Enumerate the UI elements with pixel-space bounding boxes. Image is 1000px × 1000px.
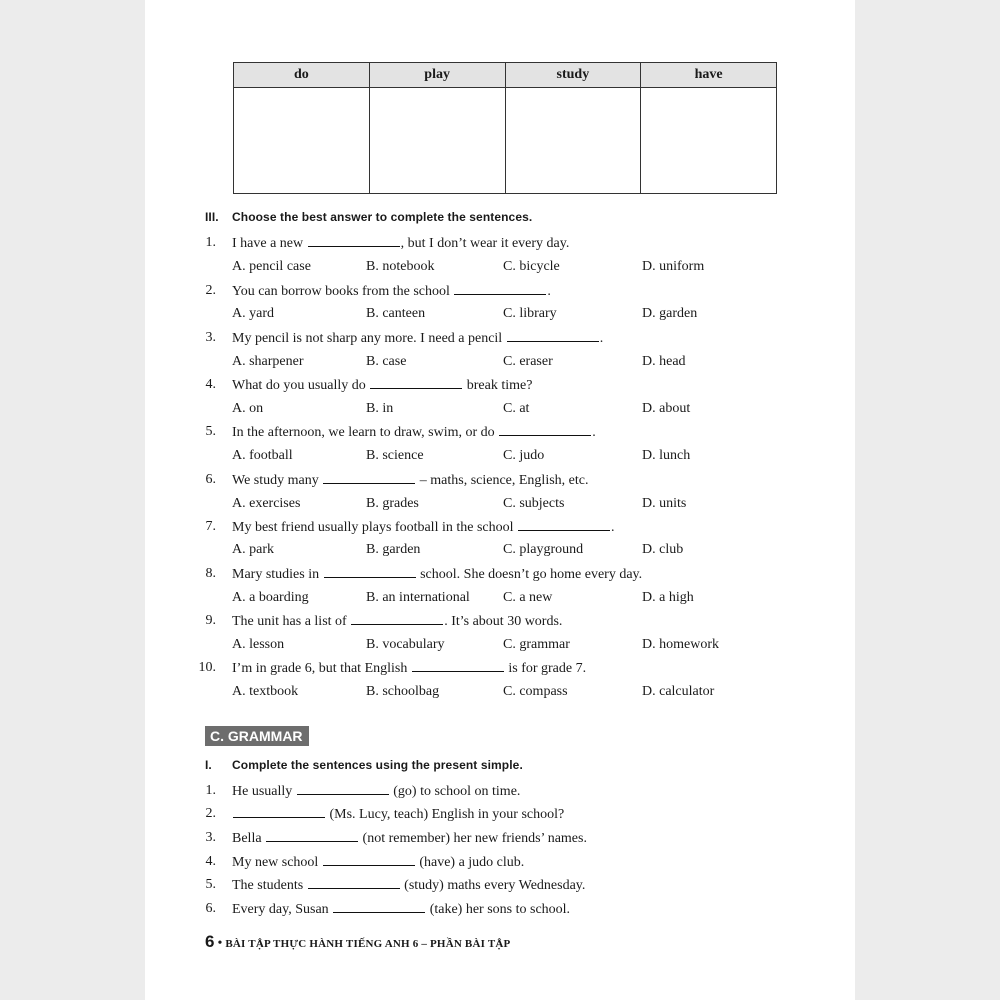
question-number: 2. — [205, 283, 216, 298]
question-5 — [204, 424, 844, 444]
option-a[interactable]: A. pencil case — [232, 259, 311, 274]
question-text: is for grade 7. — [508, 661, 587, 676]
answer-blank[interactable] — [351, 613, 443, 625]
option-b[interactable]: B. notebook — [366, 259, 435, 274]
question-1 — [204, 235, 844, 255]
grammar-item-6 — [204, 901, 844, 921]
question-3 — [204, 330, 844, 350]
question-text: The unit has a list of — [232, 614, 347, 629]
option-a[interactable]: A. on — [232, 401, 264, 416]
question-text: , but I don’t wear it every day. — [400, 236, 570, 251]
option-d[interactable]: D. calculator — [642, 684, 715, 699]
question-text: We study many — [232, 473, 319, 488]
question-6 — [204, 472, 844, 492]
table-cell-have[interactable] — [641, 88, 777, 194]
question-number: 10. — [198, 660, 216, 675]
question-text: school. She doesn’t go home every day. — [420, 567, 643, 582]
option-c[interactable]: C. library — [503, 306, 557, 321]
item-text: Bella — [232, 831, 262, 846]
grammar-i-number: I. — [205, 758, 212, 772]
page-number: 6 — [205, 932, 215, 951]
option-c[interactable]: C. grammar — [503, 637, 570, 652]
question-text: My best friend usually plays football in the school — [232, 520, 514, 535]
question-7 — [204, 519, 844, 539]
question-text: I have a new — [232, 236, 304, 251]
option-c[interactable]: C. a new — [503, 590, 553, 605]
option-b[interactable]: B. case — [366, 354, 407, 369]
item-text: (go) to school on time. — [393, 784, 521, 799]
item-text: (have) a judo club. — [419, 855, 525, 870]
answer-blank[interactable] — [518, 519, 610, 531]
option-b[interactable]: B. in — [366, 401, 394, 416]
grammar-section-title: C. GRAMMAR — [205, 726, 309, 746]
option-c[interactable]: C. compass — [503, 684, 568, 699]
option-d[interactable]: D. a high — [642, 590, 694, 605]
book-title: BÀI TẬP THỰC HÀNH TIẾNG ANH 6 – PHẦN BÀI TẬP — [225, 938, 511, 950]
question-8 — [204, 566, 844, 586]
item-number: 5. — [205, 877, 216, 892]
option-c[interactable]: C. playground — [503, 542, 584, 557]
item-text: (Ms. Lucy, teach) English in your school? — [329, 807, 565, 822]
answer-blank[interactable] — [323, 472, 415, 484]
answer-blank[interactable] — [233, 806, 325, 818]
option-b[interactable]: B. garden — [366, 542, 421, 557]
question-10 — [198, 660, 844, 680]
question-text: . It’s about 30 words. — [444, 614, 563, 629]
question-text: My pencil is not sharp any more. I need a pencil — [232, 331, 503, 346]
question-number: 9. — [205, 613, 216, 628]
item-text: (take) her sons to school. — [429, 902, 571, 917]
question-text: . — [547, 284, 551, 299]
question-number: 6. — [205, 472, 216, 487]
grammar-i-instruction: Complete the sentences using the present simple. — [232, 758, 523, 772]
question-9 — [204, 613, 844, 633]
answer-blank[interactable] — [308, 235, 400, 247]
question-number: 7. — [205, 519, 216, 534]
table-cell-study[interactable] — [505, 88, 641, 194]
section-iii-instruction: Choose the best answer to complete the sentences. — [232, 210, 533, 224]
bullet-separator: • — [217, 936, 223, 951]
question-text: I’m in grade 6, but that English — [232, 661, 408, 676]
option-a[interactable]: A. sharpener — [232, 354, 304, 369]
answer-blank[interactable] — [297, 783, 389, 795]
section-iii-number: III. — [205, 210, 219, 224]
question-number: 8. — [205, 566, 216, 581]
table-header-have: have — [641, 63, 777, 88]
table-header-do: do — [234, 63, 370, 88]
item-number: 4. — [205, 854, 216, 869]
answer-blank[interactable] — [507, 330, 599, 342]
option-a[interactable]: A. textbook — [232, 684, 299, 699]
question-4 — [204, 377, 844, 397]
item-text: The students — [232, 878, 304, 893]
answer-blank[interactable] — [499, 424, 591, 436]
answer-blank[interactable] — [454, 283, 546, 295]
question-text: break time? — [466, 378, 533, 393]
option-b[interactable]: B. vocabulary — [366, 637, 445, 652]
question-text: What do you usually do — [232, 378, 366, 393]
option-a[interactable]: A. exercises — [232, 496, 301, 511]
item-number: 1. — [205, 783, 216, 798]
option-c[interactable]: C. eraser — [503, 354, 553, 369]
table-cell-play[interactable] — [369, 88, 505, 194]
item-number: 6. — [205, 901, 216, 916]
option-a[interactable]: A. park — [232, 542, 274, 557]
question-2 — [204, 283, 844, 303]
option-c[interactable]: C. bicycle — [503, 259, 560, 274]
grammar-item-4 — [204, 854, 844, 874]
option-d[interactable]: D. head — [642, 354, 686, 369]
vocabulary-table — [233, 62, 777, 194]
option-d[interactable]: D. garden — [642, 306, 698, 321]
grammar-item-3 — [204, 830, 844, 850]
page-footer — [205, 932, 510, 952]
grammar-item-5 — [204, 877, 844, 897]
item-text: He usually — [232, 784, 293, 799]
table-header-study: study — [505, 63, 641, 88]
option-b[interactable]: B. canteen — [366, 306, 426, 321]
option-c[interactable]: C. subjects — [503, 496, 565, 511]
question-text: You can borrow books from the school — [232, 284, 450, 299]
question-text: In the afternoon, we learn to draw, swim, or do — [232, 425, 495, 440]
option-d[interactable]: D. units — [642, 496, 687, 511]
grammar-i-heading — [205, 758, 805, 774]
item-number: 2. — [205, 806, 216, 821]
option-d[interactable]: D. about — [642, 401, 691, 416]
grammar-item-2 — [204, 806, 844, 826]
answer-blank[interactable] — [412, 660, 504, 672]
option-a[interactable]: A. lesson — [232, 637, 285, 652]
grammar-item-1 — [204, 783, 844, 803]
question-number: 1. — [205, 235, 216, 250]
answer-blank[interactable] — [323, 854, 415, 866]
option-d[interactable]: D. uniform — [642, 259, 705, 274]
question-number: 5. — [205, 424, 216, 439]
answer-blank[interactable] — [333, 901, 425, 913]
question-text: . — [599, 331, 604, 346]
question-text: – maths, science, English, etc. — [419, 473, 589, 488]
option-b[interactable]: B. science — [366, 448, 424, 463]
answer-blank[interactable] — [308, 877, 400, 889]
item-text: Every day, Susan — [232, 902, 329, 917]
question-text: Mary studies in — [232, 567, 320, 582]
option-b[interactable]: B. grades — [366, 496, 419, 511]
option-d[interactable]: D. lunch — [642, 448, 691, 463]
answer-blank[interactable] — [324, 566, 416, 578]
answer-blank[interactable] — [266, 830, 358, 842]
option-b[interactable]: B. schoolbag — [366, 684, 440, 699]
question-text: . — [611, 520, 615, 535]
item-text: (not remember) her new friends’ names. — [362, 831, 587, 846]
question-number: 4. — [205, 377, 216, 392]
item-text: My new school — [232, 855, 319, 870]
item-number: 3. — [205, 830, 216, 845]
table-cell-do[interactable] — [234, 88, 370, 194]
option-a[interactable]: A. yard — [232, 306, 274, 321]
option-c[interactable]: C. judo — [503, 448, 545, 463]
question-number: 3. — [205, 330, 216, 345]
section-iii-heading — [205, 210, 805, 226]
answer-blank[interactable] — [370, 377, 462, 389]
workbook-page — [145, 0, 855, 1000]
item-text: (study) maths every Wednesday. — [404, 878, 586, 893]
option-d[interactable]: D. club — [642, 542, 684, 557]
option-a[interactable]: A. football — [232, 448, 293, 463]
option-c[interactable]: C. at — [503, 401, 530, 416]
option-a[interactable]: A. a boarding — [232, 590, 309, 605]
question-text: . — [592, 425, 596, 440]
option-b[interactable]: B. an international — [366, 590, 470, 605]
option-d[interactable]: D. homework — [642, 637, 719, 652]
table-header-play: play — [369, 63, 505, 88]
